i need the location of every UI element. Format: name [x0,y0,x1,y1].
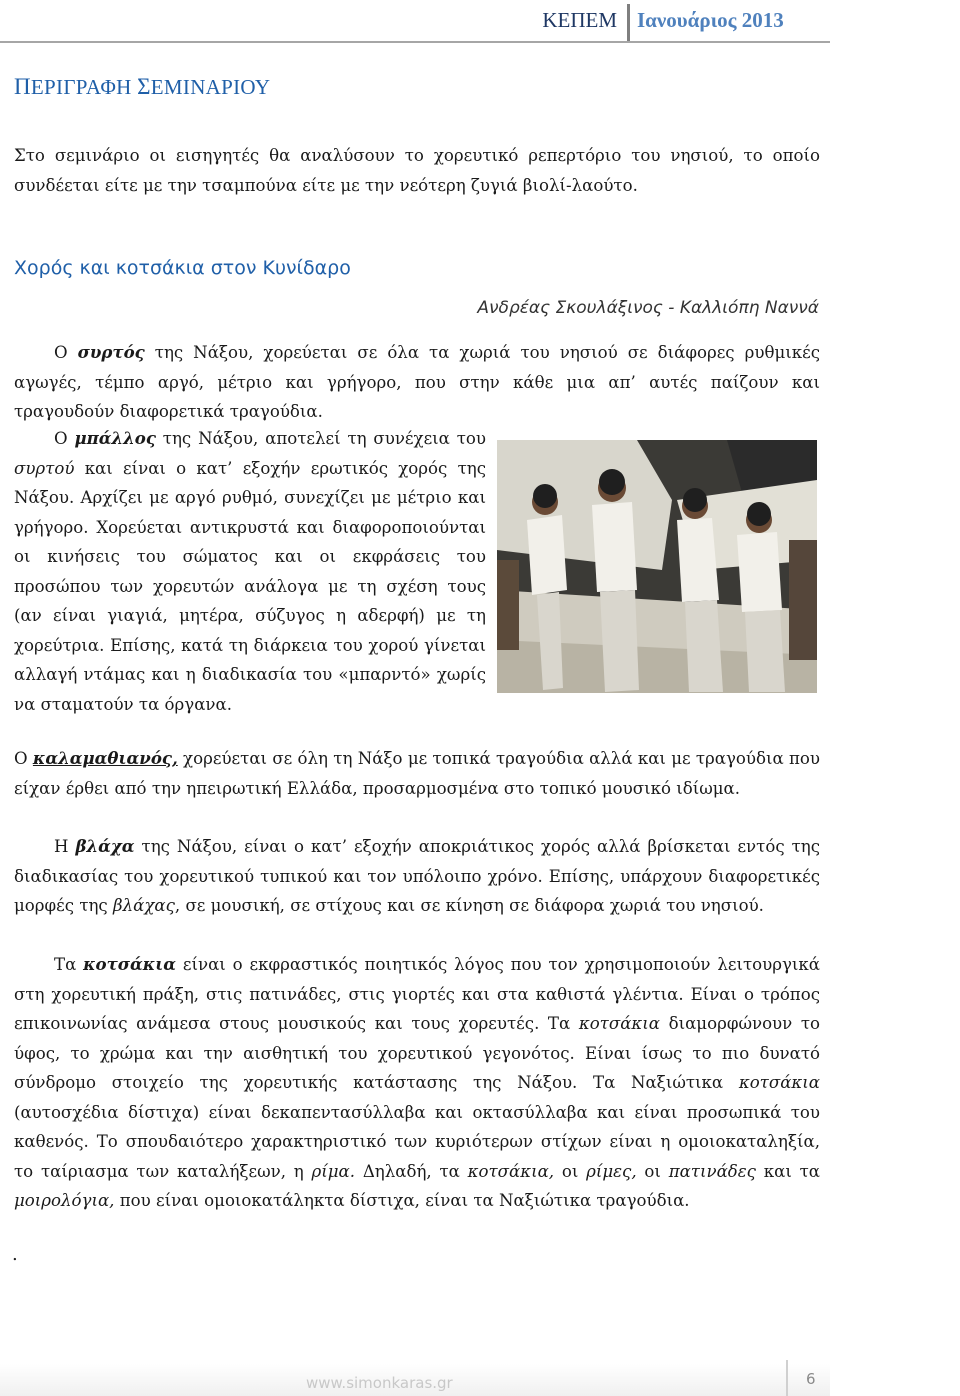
term-sirtos: συρτός [77,342,145,362]
term-kalamatianos: καλαμαθιανός, [32,748,178,768]
header-org: ΚΕΠΕΜ [542,8,617,32]
dance-photo-illustration [497,440,817,693]
page-number: 6 [806,1370,816,1388]
title-cap-2: Σ [137,74,151,99]
term-vlaha: βλάχα [75,836,135,856]
article-authors: Ανδρέας Σκουλάξινος - Καλλιόπη Ναννά [477,298,819,318]
vlaha-paragraph: Η βλάχα της Νάξου, είναι ο κατ’ εξοχήν αποκριάτικος χορός αλλά βρίσκεται εντός της διαδικασίας του χορευτικού τυπικού και τον υπόλοιπο χρόνο. Επίσης, υπάρχουν διαφορετικές μορφές της βλάχας, σε μουσική, σε στίχους και σε κίνηση σε διάφορα χωριά του νησιού. [14,836,820,915]
dance-photo [497,440,817,693]
footer-url[interactable]: www.simonkaras.gr [306,1374,453,1392]
header-separator [627,4,630,42]
section-title [14,74,270,100]
sirtos-paragraph: Ο συρτός της Νάξου, χορεύεται σε όλα τα χωριά του νησιού σε διάφορες ρυθμικές αγωγές, τέμπο αργό, μέτριο και γρήγορο, που στην κάθε μια απ’ αυτές παίζουν και τραγουδούν διαφορετικά τραγούδια. [14,342,820,421]
kotsakia-paragraph: Τα κοτσάκια είναι ο εκφραστικός ποιητικός λόγος που τον χρησιμοποιούν λειτουργικά στη χορευτική πράξη, στις πατινάδες, στις γιορτές και στα καθιστά γλέντια. Είναι ο τρόπος επικοινωνίας ανάμεσα στους μουσικούς και τους χορευτές. Τα κοτσάκια διαμορφώνουν το ύφος, το χρώμα και την αισθητική του χορευτικού γεγονότος. Είναι ίσως το πιο δυνατό σύνδρομο στοιχείο της χορευτικής κατάστασης της Νάξου. Τα Ναξιώτικα κοτσάκια (αυτοσχέδια δίστιχα) είναι δεκαπεντασύλλαβα και οκτασύλλαβα και είναι προσωπικά του καθενός. Το σπουδαιότερο χαρακτηριστικό των κυριότερων στίχων είναι η ομοιοκαταληξία, το ταίριασμα των καταλήξεων, η ρίμα. Δηλαδή, τα κοτσάκια, οι ρίμες, οι πατινάδες και τα μοιρολόγια, που είναι ομοιοκατάληκτα δίστιχα, είναι τα Ναξιώτικα τραγούδια. [14,954,820,1210]
title-part-1: ΕΡΙΓΡΑΦΗ [30,75,138,99]
intro-paragraph: Στο σεμινάριο οι εισηγητές θα αναλύσουν το χορευτικό ρεπερτόριο του νησιού, το οποίο συνδέεται είτε με την τσαμπούνα είτε με την νεότερη ζυγιά βιολί-λαούτο. [14,146,820,195]
ballos-paragraph: Ο μπάλλος της Νάξου, αποτελεί τη συνέχεια του συρτού και είναι ο κατ’ εξοχήν ερωτικός χορός της Νάξου. Αρχίζει με αργό ρυθμό, συνεχίζει με μέτριο και γρήγορο. Χορεύεται αντικρυστά και διαφοροποιούνται οι κινήσεις του σώματος και οι εκφράσεις του προσώπου των χορευτών ανάλογα με τη σχέση τους (αν είναι γιαγιά, μητέρα, σύζυγος η αδερφή) με τη χορεύτρια. Επίσης, κατά τη διάρκεια του χορού γίνεται αλλαγή ντάμας και η διαδικασία του «μπαρντό» χωρίς να σταματούν τα όργανα. [14,428,486,714]
kalamatianos-paragraph: Ο καλαμαθιανός, χορεύεται σε όλη τη Νάξο με τοπικά τραγούδια αλλά και με τραγούδια που είχαν έρθει από την ηπειρωτική Ελλάδα, προσαρμοσμένα στο τοπικό μουσικό ιδίωμα. [14,748,820,798]
title-part-2: ΕΜΙΝΑΡΙΟΥ [150,75,271,99]
footer-separator [786,1360,788,1396]
term-kotsakia: κοτσάκια [83,954,177,974]
header-rule [0,41,830,43]
title-cap-1: Π [14,74,31,99]
article-title: Χορός και κοτσάκια στον Κυνίδαρο [14,257,351,279]
header-date: Ιανουάριος 2013 [637,8,784,32]
term-ballos: μπάλλος [74,428,156,448]
trailing-dot: . [12,1244,18,1265]
